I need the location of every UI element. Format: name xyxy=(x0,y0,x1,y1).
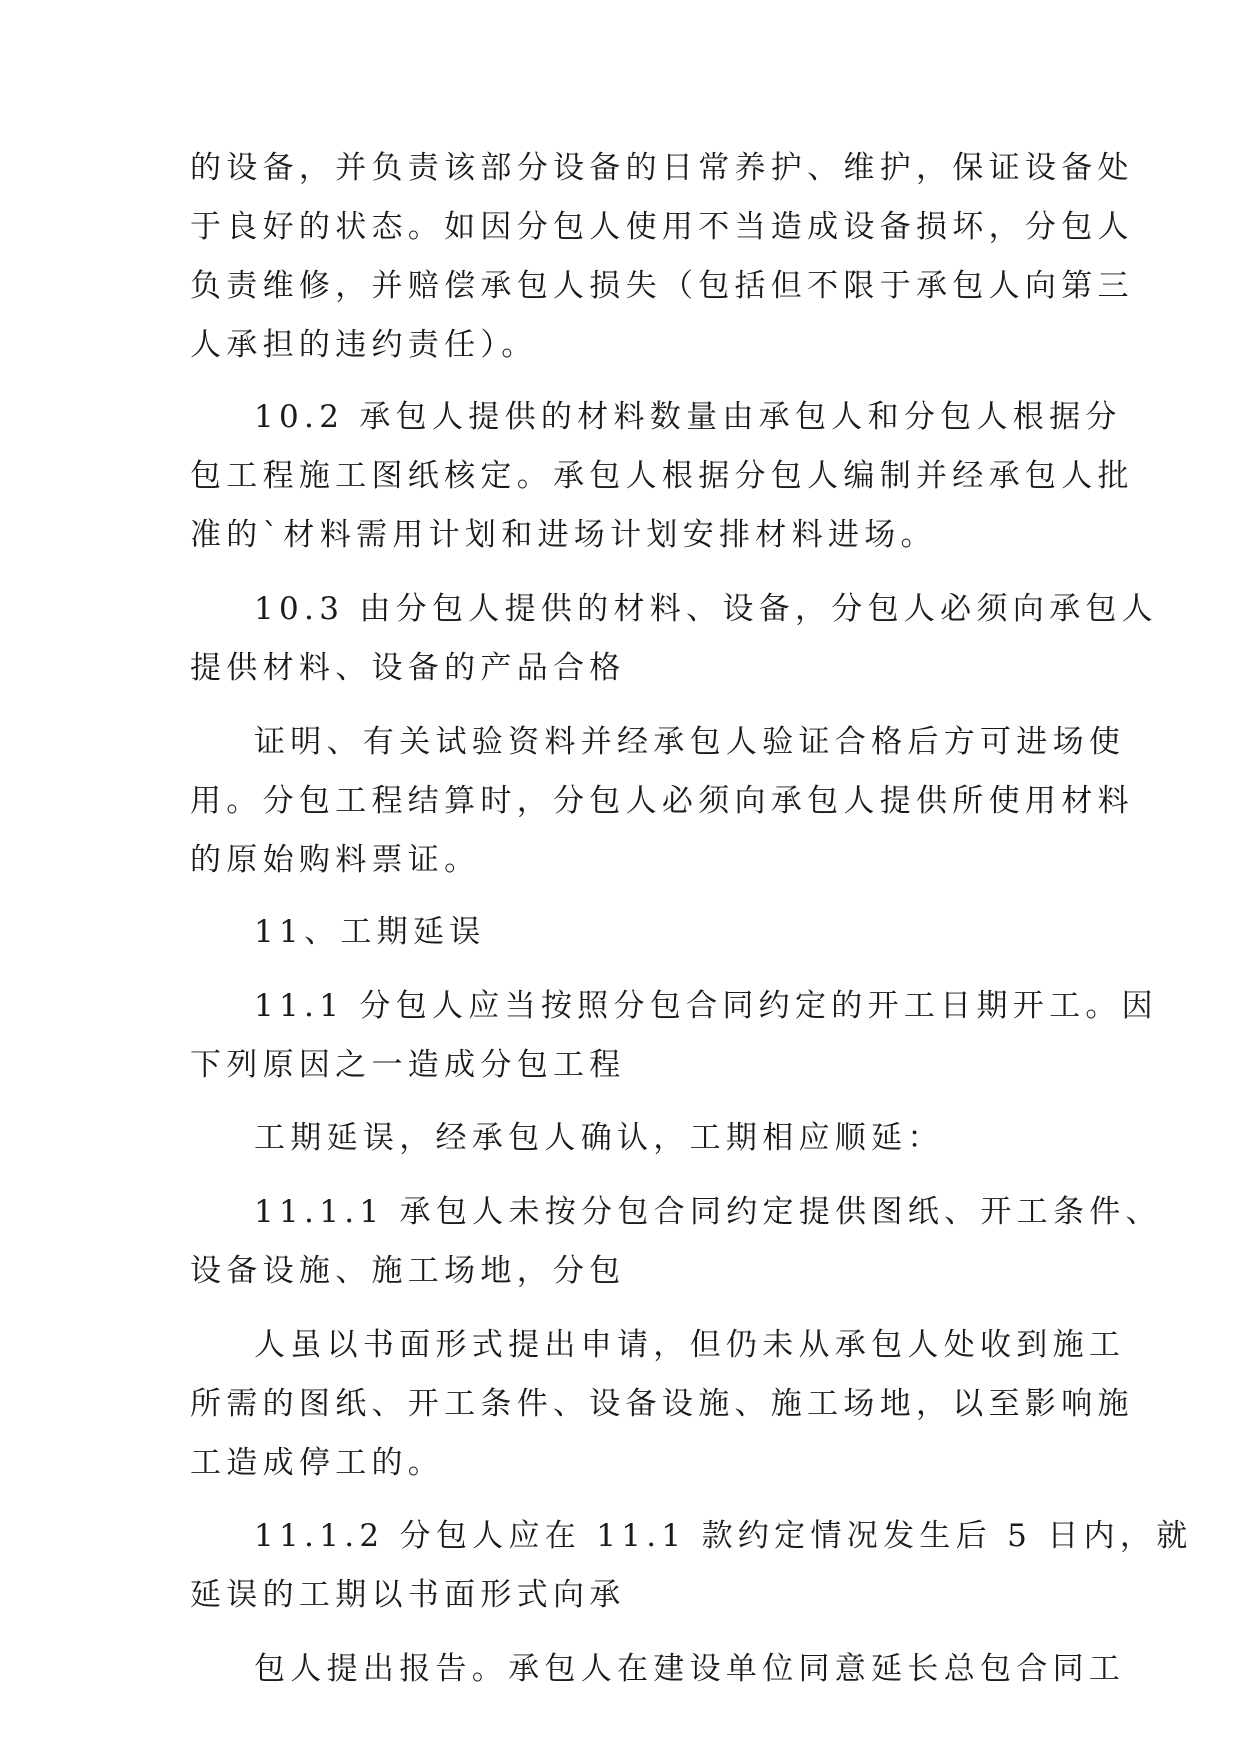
text-line: 人虽以书面形式提出申请，但仍未从承包人处收到施工 xyxy=(254,1327,1126,1363)
section-heading-11: 11、工期延误 xyxy=(254,914,486,950)
text-line: 包人提出报告。承包人在建设单位同意延长总包合同工 xyxy=(254,1651,1126,1687)
text-line: 提供材料、设备的产品合格 xyxy=(190,650,626,686)
text-line: 包工程施工图纸核定。承包人根据分包人编制并经承包人批 xyxy=(190,458,1134,494)
text-line: 所需的图纸、开工条件、设备设施、施工场地，以至影响施 xyxy=(190,1386,1134,1422)
text-line: 用。分包工程结算时，分包人必须向承包人提供所使用材料 xyxy=(190,783,1134,819)
paragraph-10-2-start: 10.2 承包人提供的材料数量由承包人和分包人根据分 xyxy=(254,399,1122,435)
text-line: 人承担的违约责任）。 xyxy=(190,327,538,363)
text-line: 工期延误，经承包人确认，工期相应顺延： xyxy=(254,1120,944,1156)
text-line: 的原始购料票证。 xyxy=(190,842,481,878)
text-line: 设备设施、施工场地，分包 xyxy=(190,1253,626,1289)
paragraph-11-1-start: 11.1 分包人应当按照分包合同约定的开工日期开工。因 xyxy=(254,988,1158,1024)
text-line: 下列原因之一造成分包工程 xyxy=(190,1047,626,1083)
text-line: 延误的工期以书面形式向承 xyxy=(190,1577,626,1613)
text-line: 准的`材料需用计划和进场计划安排材料进场。 xyxy=(190,517,937,553)
paragraph-11-1-2-start: 11.1.2 分包人应在 11.1 款约定情况发生后 5 日内，就 xyxy=(254,1518,1193,1554)
text-line: 于良好的状态。如因分包人使用不当造成设备损坏，分包人 xyxy=(190,209,1134,245)
paragraph-11-1-1-start: 11.1.1 承包人未按分包合同约定提供图纸、开工条件、 xyxy=(254,1194,1162,1230)
text-line: 证明、有关试验资料并经承包人验证合格后方可进场使 xyxy=(254,724,1126,760)
paragraph-10-3-start: 10.3 由分包人提供的材料、设备，分包人必须向承包人 xyxy=(254,591,1158,627)
text-line: 负责维修，并赔偿承包人损失（包括但不限于承包人向第三 xyxy=(190,268,1134,304)
text-line: 工造成停工的。 xyxy=(190,1445,445,1481)
text-line: 的设备，并负责该部分设备的日常养护、维护，保证设备处 xyxy=(190,150,1134,186)
